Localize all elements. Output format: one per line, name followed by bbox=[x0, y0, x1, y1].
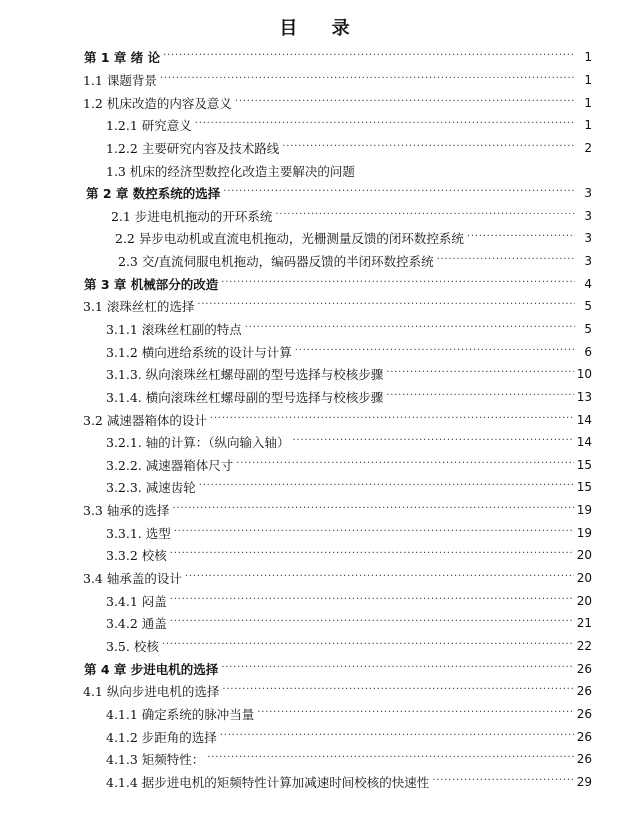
toc-entry-label: 3.1.2 横向进给系统的设计与计算 bbox=[106, 344, 292, 360]
toc-entry-label: 1.1 课题背景 bbox=[83, 72, 157, 88]
toc-entry-1-2-2[interactable] bbox=[0, 137, 629, 160]
toc-entry-label: 3.1.1 滚珠丝杠副的特点 bbox=[106, 322, 242, 337]
toc-entry-page: 26 bbox=[576, 752, 592, 767]
toc-entry-page: 3 bbox=[584, 186, 592, 201]
dot-leader bbox=[170, 594, 574, 608]
toc-entry-page: 15 bbox=[576, 480, 592, 495]
toc-entry-3-2-1[interactable] bbox=[0, 431, 629, 454]
toc-entry-2-2[interactable] bbox=[0, 227, 629, 250]
toc-entry-page: 20 bbox=[576, 593, 592, 608]
toc-entry-label: 4.1.2 步距角的选择 bbox=[106, 729, 217, 745]
dot-leader bbox=[437, 254, 575, 268]
toc-entry-page: 20 bbox=[576, 571, 592, 586]
toc-entry-label: 3.3 轴承的选择 bbox=[83, 503, 170, 519]
dot-leader bbox=[195, 118, 575, 132]
dot-leader bbox=[160, 73, 575, 87]
dot-leader bbox=[197, 299, 575, 313]
toc-entry-3-1-4[interactable] bbox=[0, 386, 629, 409]
toc-entry-label: 3.4.2 通盖 bbox=[106, 616, 167, 632]
toc-entry-label: 4.1.4 据步进电机的矩频特性计算加减速时间校核的快速性 bbox=[106, 774, 430, 790]
dot-leader bbox=[386, 390, 573, 404]
toc-entry-page: 13 bbox=[576, 389, 592, 404]
toc-entry-4-1-4[interactable] bbox=[0, 771, 629, 794]
dot-leader bbox=[185, 571, 574, 585]
toc-entry-1-3[interactable] bbox=[0, 159, 629, 182]
dot-leader bbox=[295, 345, 575, 359]
dot-leader bbox=[220, 730, 574, 744]
dot-leader bbox=[467, 231, 575, 245]
dot-leader bbox=[170, 616, 574, 630]
toc-entry-3-1[interactable] bbox=[0, 295, 629, 318]
toc-entry-page: 6 bbox=[584, 344, 592, 359]
toc-entry-page: 10 bbox=[576, 367, 592, 382]
toc-entry-label: 3.1.3. 纵向滚珠丝杠螺母副的型号选择与校核步骤 bbox=[106, 367, 384, 383]
toc-entry-label: 1.2.1 研究意义 bbox=[106, 118, 192, 134]
dot-leader bbox=[275, 209, 575, 223]
toc-entry-label: 3.3.1. 选型 bbox=[106, 525, 171, 541]
dot-leader bbox=[222, 684, 573, 698]
dot-leader bbox=[221, 662, 573, 676]
toc-entry-chapter-3[interactable] bbox=[0, 272, 629, 295]
toc-entry-page: 3 bbox=[584, 231, 592, 246]
toc-entry-label: 4.1 纵向步进电机的选择 bbox=[83, 684, 220, 700]
toc-entry-3-2-2[interactable] bbox=[0, 454, 629, 477]
toc-entry-page: 26 bbox=[576, 684, 592, 699]
toc-entry-label: 3.1 滚珠丝杠的选择 bbox=[83, 299, 195, 315]
toc-entry-page: 5 bbox=[584, 299, 592, 314]
dot-leader bbox=[282, 141, 575, 155]
dot-leader bbox=[236, 458, 573, 472]
toc-entry-label: 第 3 章 机械部分的改造 bbox=[84, 276, 219, 292]
toc-entry-label: 第 4 章 步进电机的选择 bbox=[84, 661, 219, 677]
toc-entry-label: 3.2.3. 减速齿轮 bbox=[106, 480, 196, 496]
toc-entry-label: 3.4 轴承盖的设计 bbox=[83, 571, 182, 587]
toc-entry-label: 4.1.3 矩频特性： bbox=[106, 752, 205, 768]
toc-entry-page: 1 bbox=[584, 118, 592, 133]
toc-entry-page: 5 bbox=[584, 322, 592, 336]
dot-leader bbox=[432, 775, 573, 789]
toc-entry-label: 第 1 章 绪 论 bbox=[84, 50, 161, 66]
toc-entry-3-4-1[interactable] bbox=[0, 589, 629, 612]
toc-entry-label: 2.3 交/直流伺服电机拖动，编码器反馈的半闭环数控系统 bbox=[118, 254, 434, 270]
toc-entry-3-1-2[interactable] bbox=[0, 340, 629, 363]
toc-entry-page: 3 bbox=[584, 254, 592, 269]
toc-entry-label: 1.2.2 主要研究内容及技术路线 bbox=[106, 140, 280, 156]
dot-leader bbox=[172, 503, 573, 517]
toc-entry-label: 2.1 步进电机拖动的开环系统 bbox=[111, 208, 273, 224]
dot-leader bbox=[162, 639, 574, 653]
toc-entry-page: 21 bbox=[576, 616, 592, 631]
toc-entry-label: 3.1.4. 横向滚珠丝杠螺母副的型号选择与校核步骤 bbox=[106, 389, 384, 405]
dot-leader bbox=[163, 50, 575, 64]
toc-entry-label: 第 2 章 数控系统的选择 bbox=[86, 186, 221, 202]
toc-entry-page: 2 bbox=[584, 140, 592, 155]
toc-entry-1-2[interactable] bbox=[0, 91, 629, 114]
dot-leader bbox=[358, 164, 575, 178]
toc-entry-2-3[interactable] bbox=[0, 250, 629, 273]
toc-entry-chapter-1[interactable] bbox=[0, 46, 629, 69]
toc-entry-page: 26 bbox=[576, 661, 592, 676]
toc-entry-page: 20 bbox=[576, 548, 592, 563]
dot-leader bbox=[170, 548, 574, 562]
toc-entry-1-2-1[interactable] bbox=[0, 114, 629, 137]
toc-entry-3-4[interactable] bbox=[0, 567, 629, 590]
toc-entry-page: 19 bbox=[576, 503, 592, 518]
toc-entry-page: 14 bbox=[576, 412, 592, 427]
toc-entry-label: 3.3.2 校核 bbox=[106, 548, 167, 564]
toc-entry-page: 1 bbox=[584, 72, 592, 87]
toc-entry-label: 2.2 异步电动机或直流电机拖动，光栅测量反馈的闭环数控系统 bbox=[115, 231, 464, 247]
toc-entry-label: 3.2.1. 轴的计算：（纵向输入轴） bbox=[106, 435, 290, 451]
toc-entry-label: 3.2.2. 减速器箱体尺寸 bbox=[106, 457, 234, 473]
toc-list bbox=[0, 46, 629, 793]
dot-leader bbox=[235, 96, 575, 110]
toc-entry-3-4-2[interactable] bbox=[0, 612, 629, 635]
toc-entry-chapter-4[interactable] bbox=[0, 657, 629, 680]
toc-entry-page: 3 bbox=[584, 208, 592, 223]
dot-leader bbox=[221, 277, 575, 291]
dot-leader bbox=[257, 707, 573, 721]
toc-entry-page: 1 bbox=[584, 50, 592, 65]
toc-entry-label: 4.1.1 确定系统的脉冲当量 bbox=[106, 706, 255, 722]
toc-entry-3-1-3[interactable] bbox=[0, 363, 629, 386]
toc-entry-page: 26 bbox=[576, 706, 592, 721]
toc-entry-3-2[interactable] bbox=[0, 408, 629, 431]
toc-entry-1-1[interactable] bbox=[0, 69, 629, 92]
toc-entry-4-1-1[interactable] bbox=[0, 703, 629, 726]
toc-entry-page: 4 bbox=[584, 276, 592, 291]
toc-entry-label: 3.5. 校核 bbox=[106, 638, 159, 654]
toc-entry-3-3-2[interactable] bbox=[0, 544, 629, 567]
toc-entry-4-1-2[interactable] bbox=[0, 725, 629, 748]
toc-title: 目 录 bbox=[279, 18, 364, 39]
toc-entry-label: 3.2 减速器箱体的设计 bbox=[83, 412, 207, 428]
toc-entry-2-1[interactable] bbox=[0, 204, 629, 227]
toc-entry-page: 15 bbox=[576, 457, 592, 472]
dot-leader bbox=[174, 526, 574, 540]
toc-entry-label: 3.4.1 闷盖 bbox=[106, 593, 167, 609]
toc-entry-label: 1.2 机床改造的内容及意义 bbox=[83, 95, 232, 111]
toc-entry-page: 26 bbox=[576, 729, 592, 744]
toc-entry-3-2-3[interactable] bbox=[0, 476, 629, 499]
toc-entry-label: 1.3 机床的经济型数控化改造主要解决的问题 bbox=[106, 163, 355, 179]
dot-leader bbox=[199, 480, 574, 494]
toc-entry-3-3[interactable] bbox=[0, 499, 629, 522]
toc-entry-chapter-2[interactable] bbox=[0, 182, 629, 205]
toc-entry-3-3-1[interactable] bbox=[0, 521, 629, 544]
dot-leader bbox=[293, 435, 574, 449]
toc-entry-4-1-3[interactable] bbox=[0, 748, 629, 771]
toc-entry-page: 19 bbox=[576, 525, 592, 540]
dot-leader bbox=[386, 367, 573, 381]
toc-entry-page: 1 bbox=[584, 95, 592, 110]
toc-entry-page: 22 bbox=[576, 638, 592, 653]
toc-entry-4-1[interactable] bbox=[0, 680, 629, 703]
toc-entry-3-5[interactable] bbox=[0, 635, 629, 658]
dot-leader bbox=[223, 186, 575, 200]
toc-entry-page: 14 bbox=[576, 435, 592, 450]
dot-leader bbox=[207, 752, 573, 766]
toc-entry-page: 29 bbox=[576, 774, 592, 789]
dot-leader bbox=[245, 322, 575, 336]
dot-leader bbox=[210, 413, 574, 427]
toc-entry-3-1-1[interactable] bbox=[0, 318, 629, 341]
